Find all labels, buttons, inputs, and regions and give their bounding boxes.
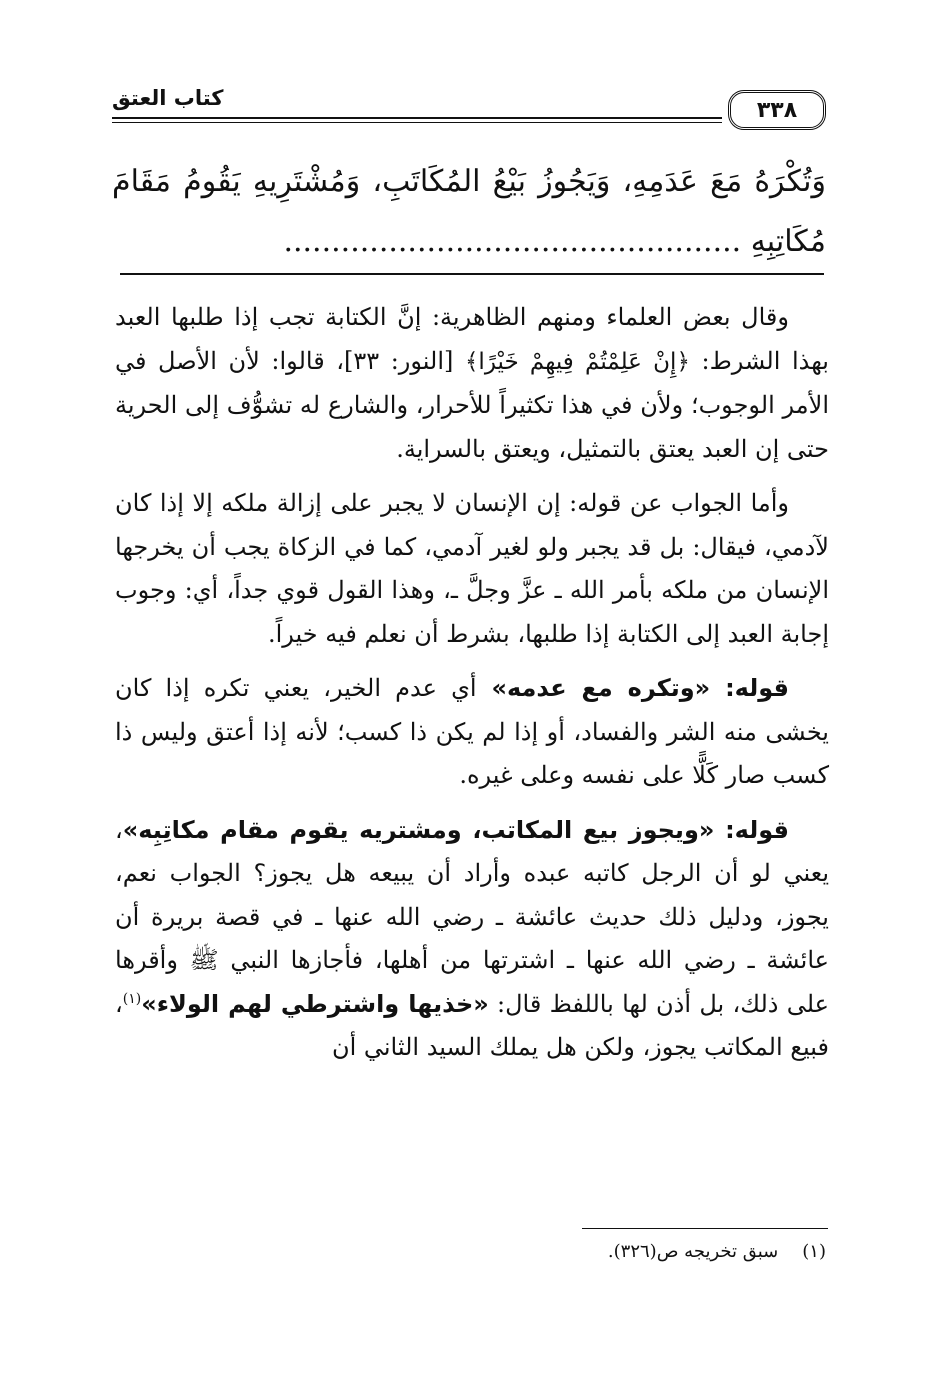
paragraph: وأما الجواب عن قوله: إن الإنسان لا يجبر على إزالة ملكه إلا إذا كان لآدمي، فيقال: بل قد يجبر ولو لغير آدمي، كما في الزكاة يجب أن يخرجها الإنسان من ملكه بأمر الله ـ عزَّ وجلَّ ـ، وهذا القول قوي جداً، أي: وجوب إجابة العبد إلى الكتابة إذا طلبها، بشرط أن نعلم فيه خيراً. <box>115 489 829 648</box>
paragraph-text: أي عدم الخير، يعني تكره إذا كان يخشى منه الشر والفساد، أو إذا لم يكن ذا كسب؛ لأنه إذا أعتق وليس ذا كسب صار كَلًّا على نفسه وعلى غيره. <box>115 674 829 789</box>
footnote-rule <box>582 1228 828 1229</box>
paragraph-text: [النور: ٣٣]، قالوا: لأن الأصل في الأمر الوجوب؛ ولأن في هذا تكثيراً للأحرار، والشارع له تشوُّف إلى الحرية حتى إن العبد يعتق بالتمثيل، ويعتق بالسراية. <box>115 346 829 463</box>
paragraph-text: ، فبيع المكاتب يجوز، ولكن هل يملك السيد الثاني أن <box>115 989 829 1061</box>
header-rule-thin <box>112 122 722 123</box>
hadith-quote: «خذيها واشترطي لهم الولاء» <box>141 989 489 1018</box>
matn-quote: «وتكره مع عدمه» <box>476 674 726 702</box>
header-rule <box>112 117 722 119</box>
footnote-text: سبق تخريجه ص(٣٢٦). <box>607 1241 779 1262</box>
commentary <box>115 296 829 1081</box>
matn-quote: «ويجوز بيع المكاتب، ومشتريه يقوم مقام مكاتِبِه» <box>122 815 726 844</box>
footnote-number: (١) <box>802 1241 826 1262</box>
paragraph-text: وقال بعض العلماء ومنهم الظاهرية: إنَّ الكتابة تجب إذا طلبها العبد بهذا الشرط: <box>115 303 829 375</box>
page-header <box>112 86 826 138</box>
matn-text: وَتُكْرَهُ مَعَ عَدَمِهِ، وَيَجُوزُ بَيْعُ المُكَاتَبِ، وَمُشْتَرِيهِ يَقُومُ مَقَامَ مُكَاتِبِهِ ................................................ <box>112 164 826 259</box>
qawluhu-label: قوله: <box>725 815 789 844</box>
paragraph <box>115 667 829 798</box>
paragraph <box>115 296 829 471</box>
footnote <box>560 1238 826 1266</box>
matn-separator <box>120 273 824 275</box>
paragraph <box>115 809 829 1070</box>
footnote-ref[interactable]: (١) <box>122 990 142 1007</box>
qawluhu-label: قوله: <box>725 674 789 702</box>
paragraph-text: ، يعني لو أن الرجل كاتبه عبده وأراد أن يبيعه هل يجوز؟ الجواب نعم، يجوز، ودليل ذلك حديث عائشة ـ رضي الله عنها ـ في قصة بريرة أن عائشة ـ رضي الله عنها ـ اشترتها من أهلها، فأجازها النبي ﷺ وأقرها على ذلك، بل أذن لها باللفظ قال: <box>115 815 829 1018</box>
page-number: ٣٣٨ <box>728 90 826 130</box>
quran-verse: ﴿إِنْ عَلِمْتُمْ فِيهِمْ خَيْرًا﴾ <box>464 348 690 375</box>
running-title: كتاب العتق <box>112 86 230 110</box>
